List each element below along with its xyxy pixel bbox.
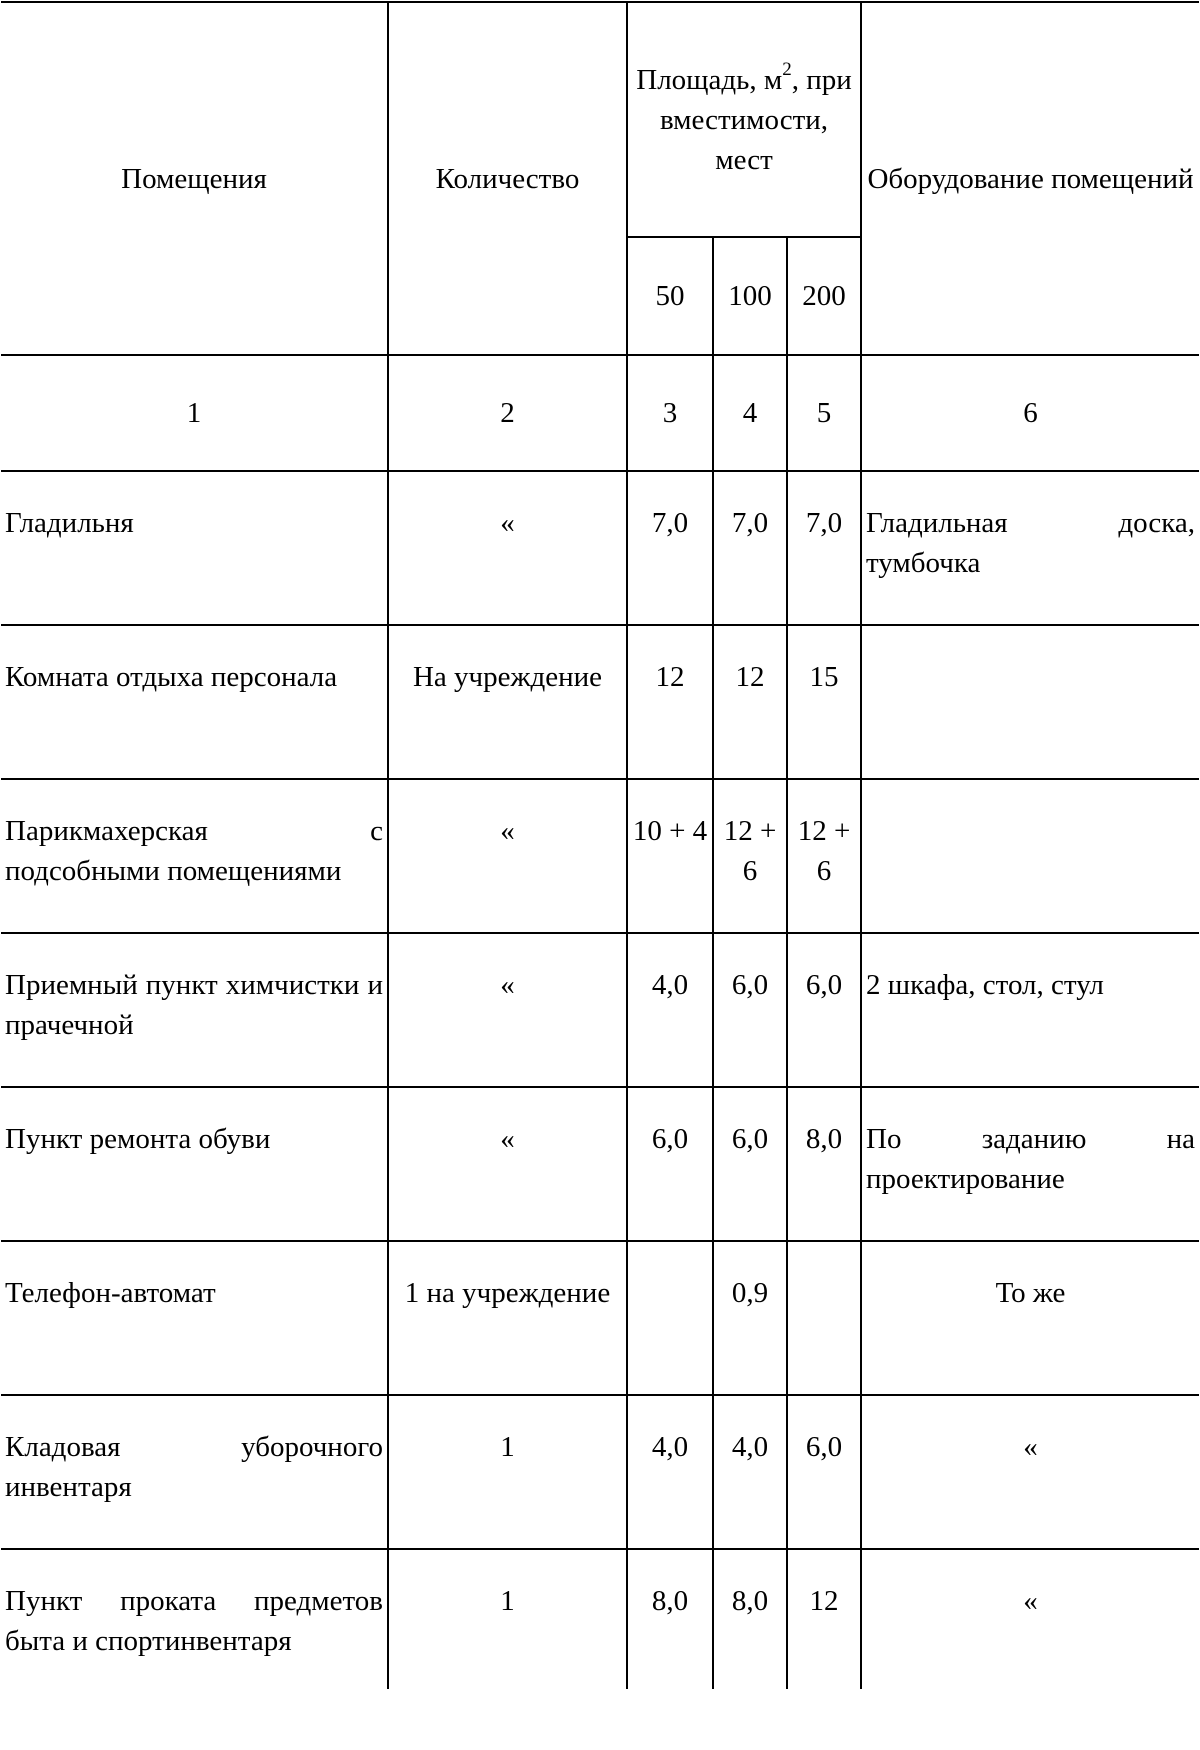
room-name: Парикмахерская с подсобными помещениями [1,779,388,933]
header-area [627,2,861,237]
table-row [1,1395,1199,1549]
area-100: 12 [713,625,787,779]
area-50: 6,0 [627,1087,713,1241]
area-50: 10 + 4 [627,779,713,933]
room-quantity: « [388,1087,627,1241]
room-equipment: 2 шкафа, стол, стул [861,933,1199,1087]
table-row [1,1241,1199,1395]
room-quantity: « [388,779,627,933]
column-number: 1 [1,355,388,471]
area-100: 4,0 [713,1395,787,1549]
room-name: Кладовая уборочного инвентаря [1,1395,388,1549]
area-100: 0,9 [713,1241,787,1395]
table-row [1,471,1199,625]
header-capacity-100: 100 [713,237,787,355]
room-quantity: На учреждение [388,625,627,779]
area-100: 12 + 6 [713,779,787,933]
table-row [1,625,1199,779]
header-rooms: Помещения [1,2,388,355]
header-row [1,2,1199,237]
header-area-rest: , при вместимости, мест [659,63,852,176]
room-name: Приемный пункт химчистки и прачечной [1,933,388,1087]
header-capacity-200: 200 [787,237,861,355]
header-equipment: Оборудование помещений [861,2,1199,355]
room-quantity: 1 [388,1395,627,1549]
room-quantity: 1 на учреждение [388,1241,627,1395]
room-equipment [861,779,1199,933]
room-name: Гладильня [1,471,388,625]
area-50 [627,1241,713,1395]
room-equipment: « [861,1549,1199,1689]
room-name: Пункт проката предметов быта и спортинвентаря [1,1549,388,1689]
column-number-row [1,355,1199,471]
area-100: 8,0 [713,1549,787,1689]
area-200: 12 [787,1549,861,1689]
room-name: Пункт ремонта обуви [1,1087,388,1241]
room-quantity: « [388,471,627,625]
area-50: 4,0 [627,1395,713,1549]
area-100: 6,0 [713,1087,787,1241]
table-row [1,779,1199,933]
area-200: 7,0 [787,471,861,625]
area-50: 12 [627,625,713,779]
column-number: 5 [787,355,861,471]
area-100: 7,0 [713,471,787,625]
header-capacity-50: 50 [627,237,713,355]
area-50: 4,0 [627,933,713,1087]
room-equipment: По заданию на проектирование [861,1087,1199,1241]
table-row [1,1549,1199,1689]
room-equipment: То же [861,1241,1199,1395]
area-100: 6,0 [713,933,787,1087]
room-quantity: 1 [388,1549,627,1689]
rooms-table [1,1,1199,1689]
room-name: Телефон-автомат [1,1241,388,1395]
area-50: 8,0 [627,1549,713,1689]
column-number: 2 [388,355,627,471]
area-200: 12 + 6 [787,779,861,933]
area-200: 8,0 [787,1087,861,1241]
area-50: 7,0 [627,471,713,625]
column-number: 6 [861,355,1199,471]
header-area-label: Площадь, м [636,63,783,96]
room-equipment [861,625,1199,779]
area-200: 15 [787,625,861,779]
table-row [1,1087,1199,1241]
area-200 [787,1241,861,1395]
column-number: 3 [627,355,713,471]
header-quantity: Количество [388,2,627,355]
room-equipment: « [861,1395,1199,1549]
header-area-superscript: 2 [782,58,792,80]
column-number: 4 [713,355,787,471]
room-equipment: Гладильная доска, тумбочка [861,471,1199,625]
room-quantity: « [388,933,627,1087]
area-200: 6,0 [787,1395,861,1549]
room-name: Комната отдыха персонала [1,625,388,779]
area-200: 6,0 [787,933,861,1087]
table-row [1,933,1199,1087]
